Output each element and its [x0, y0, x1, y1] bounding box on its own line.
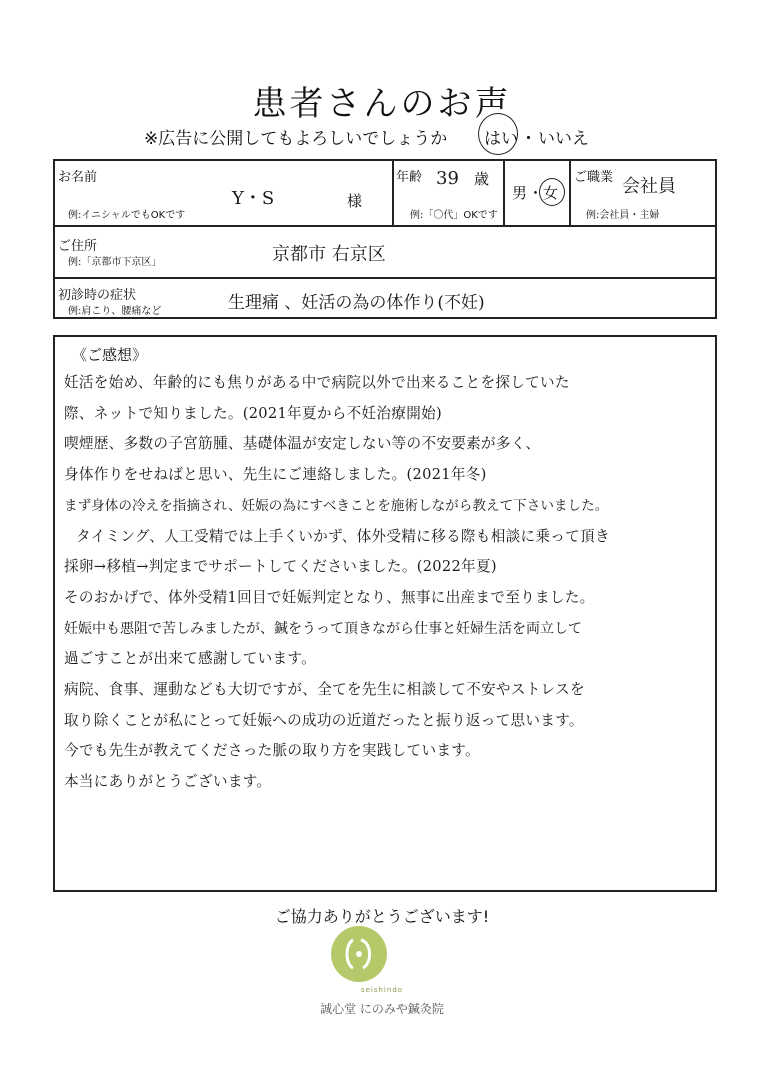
yes-circle-mark: [478, 113, 518, 155]
ad-consent-no: いいえ: [538, 129, 589, 149]
name-hint: 例:イニシャルでもOKです: [68, 210, 186, 221]
address-value: 京都市 右京区: [272, 244, 386, 265]
name-label: お名前: [58, 170, 98, 185]
impression-line: 身体作りをせねばと思い、先生にご連絡しました。(2021年冬): [64, 466, 487, 484]
page-title: 患者さんのお声: [252, 84, 512, 124]
impression-line: 取り除くことが私にとって妊娠への成功の近道だったと振り返って思います。: [64, 711, 584, 729]
impression-line: 際、ネットで知りました。(2021年夏から不妊治療開始): [64, 404, 442, 422]
impression-line: 過ごすことが出来て感謝しています。: [64, 650, 317, 668]
clinic-logo-icon: [331, 926, 387, 982]
symptom-value: 生理痛 、妊活の為の体作り(不妊): [228, 293, 485, 313]
impressions-text: [64, 368, 714, 798]
address-label: ご住所: [58, 239, 98, 254]
job-label: ご職業: [574, 170, 614, 185]
gender-male: 男: [512, 184, 528, 202]
impression-line: 妊娠中も悪阻で苦しみましたが、鍼をうって頂きながら仕事と妊婦生活を両立して: [64, 620, 582, 637]
address-hint: 例:「京都市下京区」: [68, 257, 162, 268]
impression-line: 本当にありがとうございます。: [64, 773, 272, 791]
gender-dot: ・: [528, 184, 544, 202]
form-divider: [53, 277, 717, 279]
form-divider: [503, 159, 505, 225]
impression-line: 今でも先生が教えてくださった脈の取り方を実践しています。: [64, 742, 480, 760]
gender-female: 女: [543, 184, 559, 202]
ad-consent-dot: ・: [520, 129, 537, 149]
impression-line: 採卵→移植→判定までサポートしてくださいました。(2022年夏): [64, 558, 497, 576]
clinic-name: 誠心堂 にのみや鍼灸院: [320, 1002, 444, 1016]
age-value: 39: [436, 168, 459, 189]
ad-consent-question: ※広告に公開してもよろしいでしょうか: [144, 129, 448, 149]
form-divider: [392, 159, 394, 225]
form-divider: [53, 225, 717, 227]
age-hint: 例:「〇代」OKです: [410, 210, 498, 221]
impression-line: そのおかげで、体外受精1回目で妊娠判定となり、無事に出産まで至りました。: [64, 588, 595, 606]
impression-line: 病院、食事、運動なども大切ですが、全てを先生に相談して不安やストレスを: [64, 681, 585, 699]
impression-line: タイミング、人工受精では上手くいかず、体外受精に移る際も相談に乗って頂き: [76, 527, 610, 545]
job-value: 会社員: [622, 176, 676, 197]
symptom-label: 初診時の症状: [58, 288, 137, 303]
ad-consent-yes: はい: [484, 129, 518, 149]
impression-line: 妊活を始め、年齢的にも焦りがある中で病院以外で出来ることを探していた: [64, 374, 570, 391]
form-divider: [569, 159, 571, 225]
age-label: 年齢: [396, 170, 423, 185]
impression-line: まず身体の冷えを指摘され、妊娠の為にすべきことを施術しながら教えて下さいました。: [64, 497, 609, 514]
symptom-hint: 例:肩こり、腰痛など: [68, 306, 162, 317]
impressions-label: 《ご感想》: [72, 346, 148, 364]
female-circle-mark: [539, 178, 565, 206]
logo-wordmark: seishindo: [360, 986, 404, 994]
age-suffix: 歳: [474, 170, 490, 188]
name-suffix: 様: [347, 192, 363, 210]
impression-line: 喫煙歴、多数の子宮筋腫、基礎体温が安定しない等の不安要素が多く、: [64, 435, 541, 453]
job-hint: 例:会社員・主婦: [586, 210, 660, 221]
name-value: Y・S: [232, 188, 275, 209]
thanks-message: ご協力ありがとうございます!: [274, 907, 490, 926]
